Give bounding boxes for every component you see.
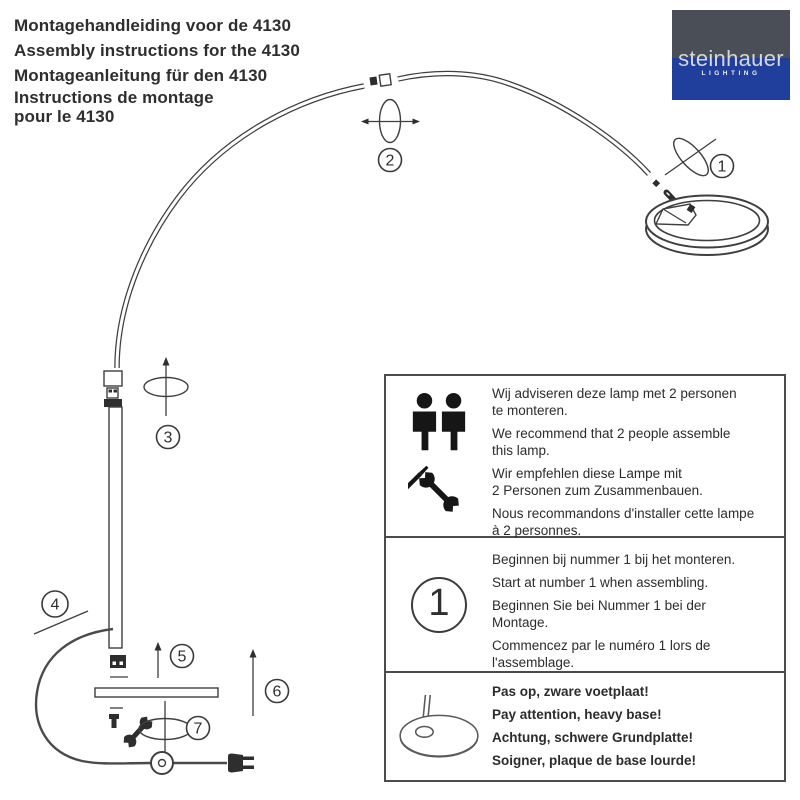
title-line-fr-2: pour le 4130 bbox=[14, 107, 115, 126]
step-1-marker bbox=[711, 155, 734, 178]
warning-line-fr: Soigner, plaque de base lourde! bbox=[492, 753, 697, 768]
tools-icon bbox=[408, 461, 470, 521]
rotate-symbol-step3 bbox=[144, 357, 188, 416]
heavy-base-icon bbox=[395, 693, 483, 761]
title-line-fr-1: Instructions de montage bbox=[14, 88, 214, 107]
logo-brand-text: steinhauer bbox=[678, 46, 784, 71]
info-section-heavy-base bbox=[386, 673, 784, 780]
warning-line-de: Achtung, schwere Grundplatte! bbox=[492, 730, 694, 745]
connector-dot bbox=[652, 179, 660, 187]
instruction-paragraph-de: Beginnen Sie bei Nummer 1 bei der Montage. bbox=[492, 598, 706, 630]
step-6-marker bbox=[266, 680, 289, 703]
screw-pin-icon bbox=[667, 193, 674, 201]
instruction-paragraph-de: Wir empfehlen diese Lampe mit 2 Personen zum Zusammenbauen. bbox=[492, 466, 703, 498]
circled-number-one-icon: 1 bbox=[411, 577, 467, 633]
step-6-number: 6 bbox=[272, 683, 282, 701]
instruction-paragraph-nl: Beginnen bij nummer 1 bij het monteren. bbox=[492, 552, 736, 567]
step-1-number: 1 bbox=[717, 158, 727, 176]
instruction-paragraph-fr: Nous recommandons d'installer cette lampe à 2 personnes. bbox=[492, 506, 755, 538]
power-plug-icon bbox=[228, 754, 254, 773]
lamp-shade bbox=[646, 196, 768, 256]
step-7-number: 7 bbox=[193, 720, 203, 738]
arc-tube-right bbox=[398, 74, 649, 174]
step-7-marker bbox=[187, 717, 210, 740]
bolt-icon bbox=[109, 714, 119, 728]
instruction-paragraph-en: We recommend that 2 people assemble this lamp. bbox=[492, 426, 731, 458]
step-2-number: 2 bbox=[385, 152, 395, 170]
foot-switch bbox=[151, 752, 173, 774]
step-3-number: 3 bbox=[163, 429, 173, 447]
step-4-marker bbox=[42, 591, 68, 617]
pole-bottom-connector bbox=[110, 655, 126, 668]
steinhauer-logo bbox=[672, 10, 790, 100]
arrow-up-step6 bbox=[250, 649, 257, 716]
two-persons-icon bbox=[408, 392, 470, 458]
rotate-symbol-step2 bbox=[361, 100, 420, 143]
step-3-marker bbox=[157, 426, 180, 449]
arrow-up-step5 bbox=[155, 642, 162, 678]
step-5-marker bbox=[171, 645, 194, 668]
step-5-number: 5 bbox=[177, 648, 187, 666]
info-section-two-people bbox=[386, 376, 784, 538]
lamp-pole bbox=[109, 407, 122, 648]
title-line-nl: Montagehandleiding voor de 4130 bbox=[14, 16, 292, 35]
base-plate bbox=[95, 688, 218, 697]
warning-line-nl: Pas op, zware voetplaat! bbox=[492, 684, 649, 699]
info-section-start-at-one bbox=[386, 538, 784, 673]
step-4-number: 4 bbox=[50, 596, 60, 614]
pole-joint bbox=[104, 371, 122, 407]
wrench-icon bbox=[121, 714, 155, 749]
title-line-de: Montageanleitung für den 4130 bbox=[14, 66, 268, 85]
instruction-paragraph-en: Start at number 1 when assembling. bbox=[492, 575, 709, 590]
logo-tagline-text: LIGHTING bbox=[701, 70, 761, 77]
instruction-paragraph-fr: Commencez par le numéro 1 lors de l'assemblage. bbox=[492, 638, 711, 670]
arc-joint-connector bbox=[369, 74, 391, 86]
instruction-paragraph-nl: Wij adviseren deze lamp met 2 personen te monteren. bbox=[492, 386, 737, 418]
page-title bbox=[14, 13, 300, 126]
rotate-symbol-step1 bbox=[665, 133, 716, 181]
arc-tube-left bbox=[117, 86, 364, 368]
step-2-marker bbox=[379, 149, 402, 172]
title-line-en: Assembly instructions for the 4130 bbox=[14, 41, 300, 60]
instruction-box bbox=[384, 374, 786, 782]
warning-line-en: Pay attention, heavy base! bbox=[492, 707, 662, 722]
